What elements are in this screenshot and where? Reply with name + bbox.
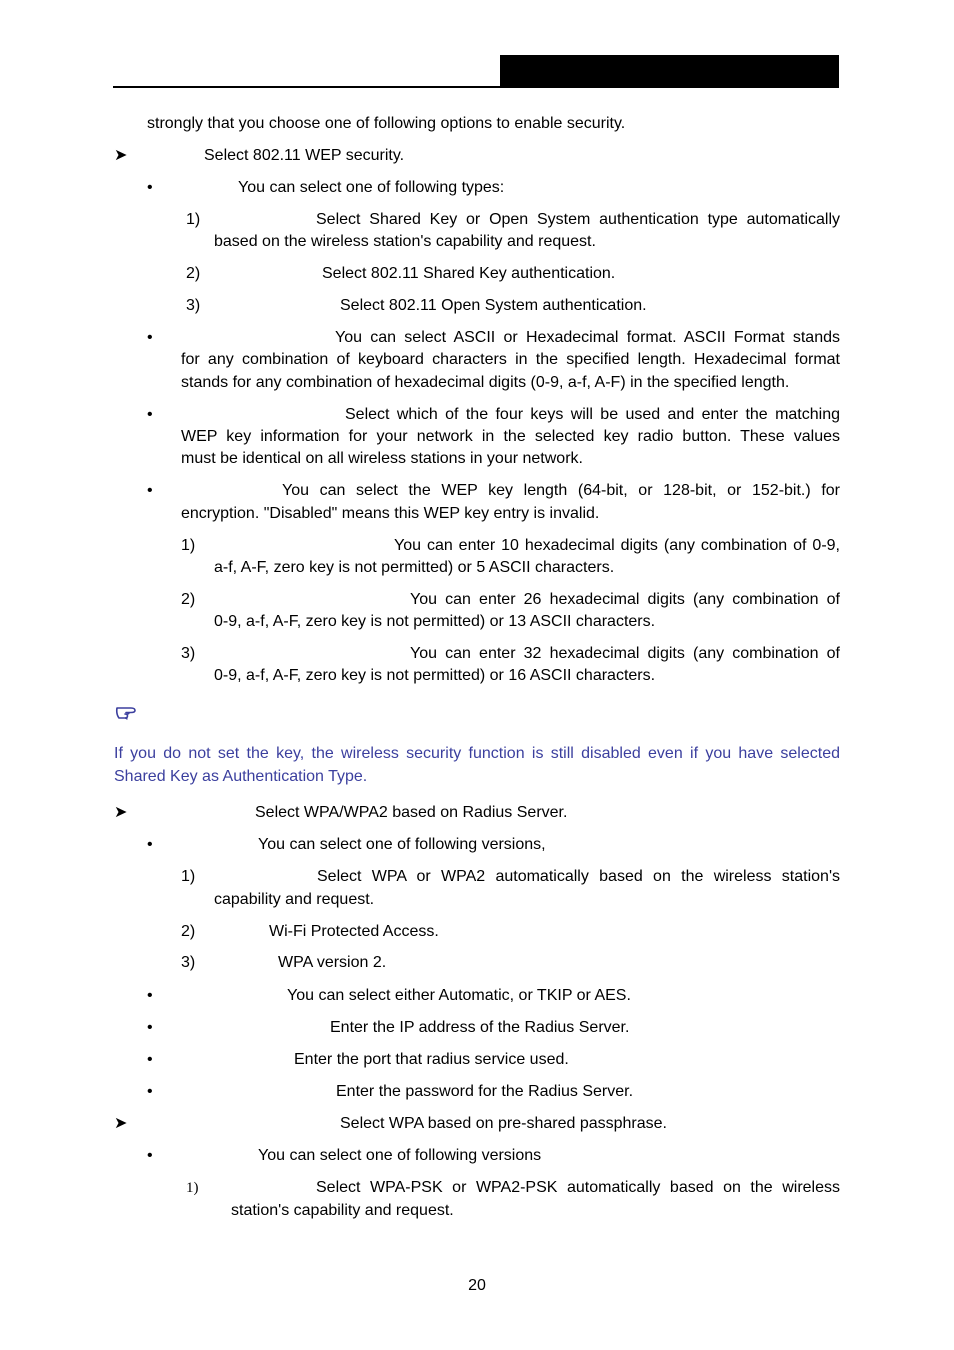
- bullet-icon: •: [147, 836, 153, 853]
- wep-format-line2: for any combination of keyboard characters in the specified length. Hexadecimal format: [181, 351, 840, 368]
- page-number: 20: [468, 1277, 486, 1294]
- wep-key-type-line1: You can select the WEP key length (64-bit, or 128-bit, or 152-bit.) for: [282, 482, 840, 499]
- wpa-version-auto-line1: Select WPA or WPA2 automatically based on the wireless station's: [317, 868, 840, 885]
- wpa-radius-password-text: Enter the password for the Radius Server.: [336, 1083, 634, 1100]
- header-bar: [500, 55, 839, 88]
- wep-type-shared: Select 802.11 Shared Key authentication.: [322, 265, 616, 282]
- bullet-icon: •: [147, 1019, 153, 1036]
- list-number: 3): [186, 297, 201, 314]
- list-number: 1): [186, 211, 201, 228]
- list-number: 1): [186, 1180, 199, 1196]
- psk-version-auto-line1: Select WPA-PSK or WPA2-PSK automatically based on the wireless: [316, 1179, 840, 1196]
- psk-version-intro: You can select one of following versions: [258, 1147, 542, 1164]
- wpa-version-auto-line2: capability and request.: [214, 891, 375, 908]
- wpa-encryption-text: You can select either Automatic, or TKIP or AES.: [287, 987, 631, 1004]
- wep-format-line3: stands for any combination of hexadecimal digits (0-9, a-f, A-F) in the specified length.: [181, 374, 790, 391]
- psk-option-text: Select WPA based on pre-shared passphrase.: [340, 1115, 667, 1132]
- wep-152bit-line1: You can enter 32 hexadecimal digits (any combination of: [410, 645, 840, 662]
- list-number: 2): [181, 591, 196, 608]
- wep-type-intro: You can select one of following types:: [238, 179, 505, 196]
- bullet-icon: •: [147, 1051, 153, 1068]
- list-number: 2): [181, 923, 196, 940]
- bullet-icon: •: [147, 1083, 153, 1100]
- bullet-icon: •: [147, 482, 153, 499]
- wep-type-auto-line2: based on the wireless station's capability and request.: [214, 233, 596, 250]
- wep-select-key-line1: Select which of the four keys will be used and enter the matching: [345, 406, 840, 423]
- note-line2: Shared Key as Authentication Type.: [114, 768, 368, 785]
- list-number: 1): [181, 537, 196, 554]
- wep-152bit-line2: 0-9, a-f, A-F, zero key is not permitted) or 16 ASCII characters.: [214, 667, 656, 684]
- wpa-radius-ip-text: Enter the IP address of the Radius Server.: [330, 1019, 630, 1036]
- wpa-version-wpa2: WPA version 2.: [278, 954, 387, 971]
- wep-128bit-line1: You can enter 26 hexadecimal digits (any combination of: [410, 591, 840, 608]
- psk-version-auto-line2: station's capability and request.: [231, 1202, 454, 1219]
- list-number: 3): [181, 645, 196, 662]
- list-number: 2): [186, 265, 201, 282]
- intro-text: strongly that you choose one of following options to enable security.: [147, 115, 626, 132]
- wep-format-line1: You can select ASCII or Hexadecimal format. ASCII Format stands: [335, 329, 840, 346]
- wpa-version-intro: You can select one of following versions,: [258, 836, 546, 853]
- wep-select-key-line3: must be identical on all wireless stations in your network.: [181, 450, 583, 467]
- note-line1: If you do not set the key, the wireless security function is still disabled even if you have selected: [114, 745, 840, 762]
- wep-select-key-line2: WEP key information for your network in the selected key radio button. These values: [181, 428, 840, 445]
- wpa-radius-port-text: Enter the port that radius service used.: [294, 1051, 569, 1068]
- bullet-icon: •: [147, 987, 153, 1004]
- bullet-icon: •: [147, 1147, 153, 1164]
- bullet-icon: •: [147, 329, 153, 346]
- arrow-bullet-icon: ➤: [114, 1115, 128, 1132]
- wep-key-type-line2: encryption. "Disabled" means this WEP key entry is invalid.: [181, 505, 600, 522]
- wpa-version-wpa: Wi-Fi Protected Access.: [269, 923, 439, 940]
- list-number: 1): [181, 868, 196, 885]
- wpa-option-text: Select WPA/WPA2 based on Radius Server.: [255, 804, 568, 821]
- bullet-icon: •: [147, 406, 153, 423]
- wep-128bit-line2: 0-9, a-f, A-F, zero key is not permitted) or 13 ASCII characters.: [214, 613, 656, 630]
- wep-64bit-line2: a-f, A-F, zero key is not permitted) or 5 ASCII characters.: [214, 559, 615, 576]
- list-number: 3): [181, 954, 196, 971]
- arrow-bullet-icon: ➤: [114, 147, 128, 164]
- arrow-bullet-icon: ➤: [114, 804, 128, 821]
- wep-type-open: Select 802.11 Open System authentication.: [340, 297, 647, 314]
- wep-type-auto-line1: Select Shared Key or Open System authentication type automatically: [316, 211, 840, 228]
- bullet-icon: •: [147, 179, 153, 196]
- pointing-hand-icon: [114, 702, 140, 722]
- wep-option-text: Select 802.11 WEP security.: [204, 147, 405, 164]
- wep-64bit-line1: You can enter 10 hexadecimal digits (any combination of 0-9,: [394, 537, 840, 554]
